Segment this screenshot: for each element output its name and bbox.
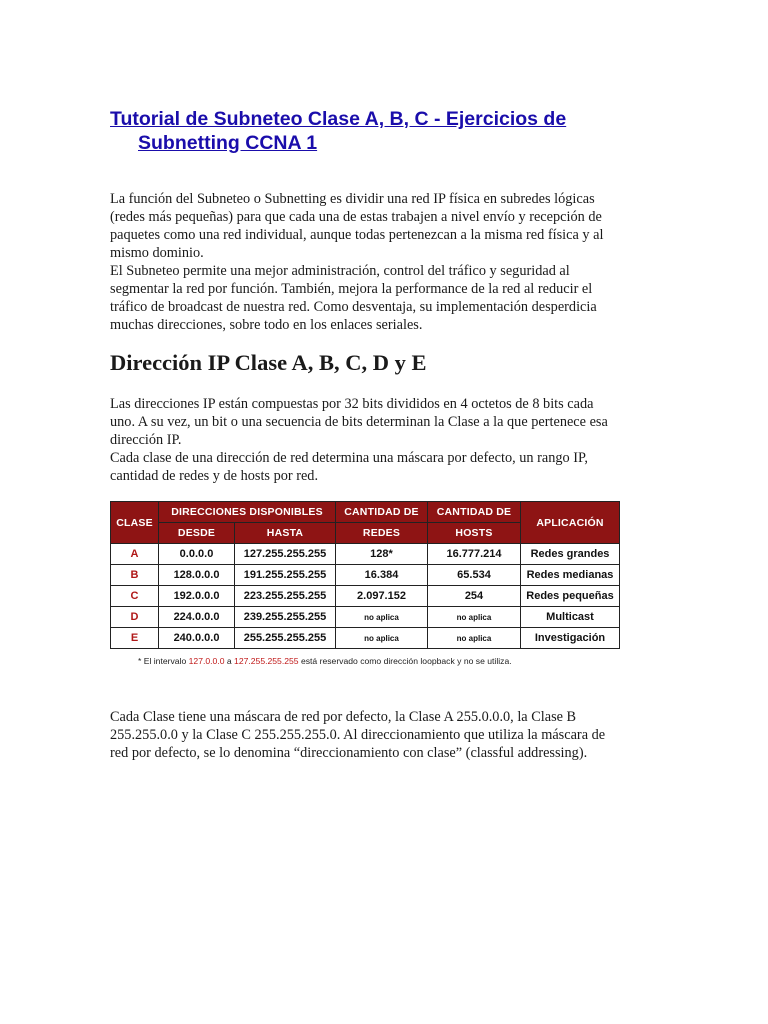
footnote-range-end: 127.255.255.255 [234, 656, 299, 666]
cell-hosts: 16.777.214 [428, 544, 521, 565]
cell-hasta: 223.255.255.255 [235, 586, 336, 607]
table-row [111, 565, 620, 586]
cell-hosts: 65.534 [428, 565, 521, 586]
header-redes-bottom: REDES [336, 523, 428, 544]
cell-redes: no aplica [336, 628, 428, 649]
header-aplicacion: APLICACIÓN [521, 502, 620, 544]
header-direcciones: DIRECCIONES DISPONIBLES [159, 502, 336, 523]
text-line: Cada clase de una dirección de red determina una máscara por defecto, un rango IP, [110, 450, 588, 466]
title-line-2[interactable]: Subnetting CCNA 1 [138, 132, 318, 154]
cell-desde: 240.0.0.0 [159, 628, 235, 649]
header-hosts-bottom: HOSTS [428, 523, 521, 544]
cell-hasta: 127.255.255.255 [235, 544, 336, 565]
cell-redes: 16.384 [336, 565, 428, 586]
cell-redes: 2.097.152 [336, 586, 428, 607]
header-desde: DESDE [159, 523, 235, 544]
text-line: dirección IP. [110, 432, 182, 448]
footnote-middle: a [224, 656, 235, 666]
ip-class-table [110, 501, 620, 649]
cell-desde: 128.0.0.0 [159, 565, 235, 586]
text-line: El Subneteo permite una mejor administración, control del tráfico y seguridad al [110, 263, 570, 279]
text-line: (redes más pequeñas) para que cada una de estas trabajen a nivel envío y recepción de [110, 209, 602, 225]
cell-redes: 128* [336, 544, 428, 565]
cell-desde: 224.0.0.0 [159, 607, 235, 628]
header-hasta: HASTA [235, 523, 336, 544]
cell-aplicacion: Redes grandes [521, 544, 620, 565]
cell-desde: 0.0.0.0 [159, 544, 235, 565]
text-line: muchas direcciones, sobre todo en los enlaces seriales. [110, 317, 423, 333]
table-row [111, 607, 620, 628]
mask-paragraph [110, 708, 655, 762]
cell-hasta: 255.255.255.255 [235, 628, 336, 649]
title-line-1[interactable]: Tutorial de Subneteo Clase A, B, C - Ejercicios de [110, 108, 567, 130]
cell-aplicacion: Multicast [521, 607, 620, 628]
table-footnote [138, 656, 512, 666]
table-row [111, 628, 620, 649]
text-line: segmentar la red por función. También, mejora la performance de la red al reducir el [110, 281, 593, 297]
footnote-range-start: 127.0.0.0 [188, 656, 225, 666]
text-line: 255.255.0.0 y la Clase C 255.255.255.0. Al direccionamiento que utiliza la máscara de [110, 727, 606, 743]
header-clase: CLASE [111, 502, 159, 544]
title-link[interactable] [110, 107, 630, 155]
footnote-suffix: está reservado como dirección loopback y no se utiliza. [298, 656, 512, 666]
text-line: Las direcciones IP están compuestas por 32 bits divididos en 4 octetos de 8 bits cada [110, 396, 594, 412]
cell-clase: D [111, 607, 159, 628]
text-line: mismo dominio. [110, 245, 204, 261]
text-line: paquetes como una red individual, aunque todas pertenezcan a la misma red física y al [110, 227, 604, 243]
cell-aplicacion: Redes pequeñas [521, 586, 620, 607]
cell-clase: C [111, 586, 159, 607]
cell-hasta: 191.255.255.255 [235, 565, 336, 586]
text-line: red por defecto, se lo denomina “direccionamiento con clase” (classful addressing). [110, 745, 588, 761]
text-line: tráfico de broadcast de nuestra red. Como desventaja, su implementación desperdicia [110, 299, 597, 315]
cell-desde: 192.0.0.0 [159, 586, 235, 607]
text-line: uno. A su vez, un bit o una secuencia de bits determinan la Clase a la que pertenece esa [110, 414, 608, 430]
cell-hosts: no aplica [428, 607, 521, 628]
cell-hosts: 254 [428, 586, 521, 607]
text-line: Cada Clase tiene una máscara de red por defecto, la Clase A 255.0.0.0, la Clase B [110, 709, 577, 725]
table-row [111, 544, 620, 565]
cell-clase: E [111, 628, 159, 649]
cell-aplicacion: Investigación [521, 628, 620, 649]
header-hosts-top: CANTIDAD DE [428, 502, 521, 523]
table-row [111, 586, 620, 607]
ip-paragraph [110, 395, 655, 485]
section-heading: Dirección IP Clase A, B, C, D y E [110, 350, 427, 375]
cell-aplicacion: Redes medianas [521, 565, 620, 586]
intro-paragraph [110, 190, 655, 334]
cell-redes: no aplica [336, 607, 428, 628]
cell-clase: B [111, 565, 159, 586]
page-title[interactable] [110, 107, 630, 155]
footnote-prefix: * El intervalo [138, 656, 189, 666]
text-line: cantidad de redes y de hosts por red. [110, 468, 319, 484]
cell-hosts: no aplica [428, 628, 521, 649]
text-line: La función del Subneteo o Subnetting es dividir una red IP física en subredes lógicas [110, 191, 595, 207]
cell-hasta: 239.255.255.255 [235, 607, 336, 628]
cell-clase: A [111, 544, 159, 565]
header-redes-top: CANTIDAD DE [336, 502, 428, 523]
